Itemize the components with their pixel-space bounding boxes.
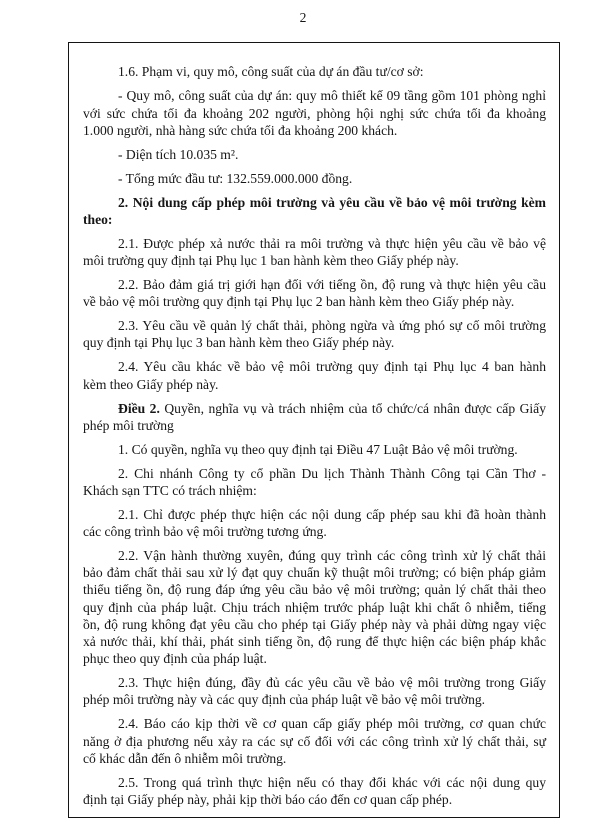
text-line: phép môi trường [83,417,174,433]
paragraph-area [83,146,546,163]
text-line: 1.000 người, nhà hàng sức chứa tối đa khoảng 200 khách. [83,122,398,138]
text-line: 1.6. Phạm vi, quy mô, công suất của dự án đầu tư/cơ sở: [118,64,424,80]
text-line: quy định của pháp luật. Chịu trách nhiệm trước pháp luật khi chất ô nhiễm, tiếng [83,599,546,615]
text-line: kèm theo Giấy phép này. [83,376,219,392]
responsibility-2-5 [83,774,546,808]
text-line: xả nước thải, khí thải, phát sinh tiếng ồn, độ rung để thực hiện các biện pháp khắc [83,634,546,649]
text-line: các công trình bảo vệ môi trường tương ứng. [83,524,327,540]
responsibility-2-3 [83,674,546,708]
text-line: 2.2. Vận hành thường xuyên, đúng quy trình các công trình xử lý chất thải [118,548,546,564]
heading-line: theo: [83,211,113,227]
text-line: phép môi trường này và các quy định của pháp luật về bảo vệ môi trường. [83,692,486,708]
section-2-item-2-2 [83,276,546,310]
text-line [83,400,546,417]
responsibility-2-4 [83,715,546,767]
heading-line: 2. Nội dung cấp phép môi trường và yêu cầu về bảo vệ môi trường kèm [118,194,546,210]
text-line: thiểu tiếng ồn, độ rung đáp ứng yêu cầu bảo vệ môi trường; quản lý chất thải theo [83,582,546,598]
paragraph-project-scale [83,87,546,139]
page-number: 2 [299,10,307,25]
document-body [83,63,546,808]
text-line: - Tổng mức đầu tư: 132.559.000.000 đồng. [118,170,353,186]
article-2-clause-2 [83,465,546,499]
text-line: 2.1. Chỉ được phép thực hiện các nội dung cấp phép sau khi đã hoàn thành [118,506,546,522]
text-line: Khách sạn TTC có trách nhiệm: [83,482,257,498]
text-line: - Quy mô, công suất của dự án: quy mô thiết kế 09 tầng gồm 101 phòng nghỉ [118,88,546,104]
article-2-clause-1 [83,441,546,458]
text-line: - Diện tích 10.035 m². [118,146,239,162]
text-line: bảo đảm chất thải sau xử lý đạt quy chuẩn kỹ thuật môi trường; có biện pháp giảm [83,565,546,581]
text-line: về bảo vệ môi trường quy định tại Phụ lục 2 ban hành kèm theo Giấy phép này. [83,294,515,310]
text-line: quy định tại Phụ lục 3 ban hành kèm theo Giấy phép này. [83,335,395,351]
text-line: 2.4. Báo cáo kịp thời về cơ quan cấp giấy phép môi trường, cơ quan chức [118,716,546,732]
paragraph-investment [83,170,546,187]
section-2-heading [83,194,546,228]
section-1-6-heading [83,63,546,80]
text-line: 2.4. Yêu cầu khác về bảo vệ môi trường quy định tại Phụ lục 4 ban hành [118,359,546,375]
text-line: 1. Có quyền, nghĩa vụ theo quy định tại Điều 47 Luật Bảo vệ môi trường. [118,441,518,457]
text-line: 2.1. Được phép xả nước thải ra môi trường và thực hiện yêu cầu về bảo vệ [118,235,546,251]
text-line: 2.2. Bảo đảm giá trị giới hạn đối với tiếng ồn, độ rung và thực hiện yêu cầu [118,277,546,293]
text-line: cố khác dẫn đến ô nhiễm môi trường. [83,750,287,766]
text-line: phục theo quy định của pháp luật. [83,651,267,667]
section-2-item-2-3 [83,317,546,351]
text-line: 2.3. Yêu cầu về quản lý chất thải, phòng ngừa và ứng phó sự cố môi trường [118,318,546,334]
text-line: ồn, độ rung không đạt yêu cầu cho phép tại Giấy phép này và phải dừng ngay việc [83,616,546,632]
responsibility-2-2 [83,547,546,667]
text-line: môi trường quy định tại Phụ lục 1 ban hành kèm theo Giấy phép này. [83,253,459,269]
text-line: 2.3. Thực hiện đúng, đầy đủ các yêu cầu về bảo vệ môi trường trong Giấy [118,675,546,691]
text-line: năng ở địa phương nếu xảy ra các sự cố đối với các công trình xử lý chất thải, sự [83,733,546,749]
text-line: định tại Giấy phép này, phải kịp thời báo cáo đến cơ quan cấp phép. [83,791,453,807]
text-line: 2.5. Trong quá trình thực hiện nếu có thay đổi khác với các nội dung quy [118,774,546,790]
section-2-item-2-1 [83,235,546,269]
article-title-text: Quyền, nghĩa vụ và trách nhiệm của tổ chức/cá nhân được cấp Giấy [164,400,547,416]
article-label: Điều 2. [118,400,160,416]
text-line: với sức chứa tối đa khoảng 202 người, phòng hội nghị sức chứa tối đa khoảng [83,105,546,121]
responsibility-2-1 [83,506,546,540]
text-line: 2. Chi nhánh Công ty cổ phần Du lịch Thành Thành Công tại Cần Thơ - [118,465,546,481]
section-2-item-2-4 [83,358,546,392]
article-2-title [83,400,546,434]
